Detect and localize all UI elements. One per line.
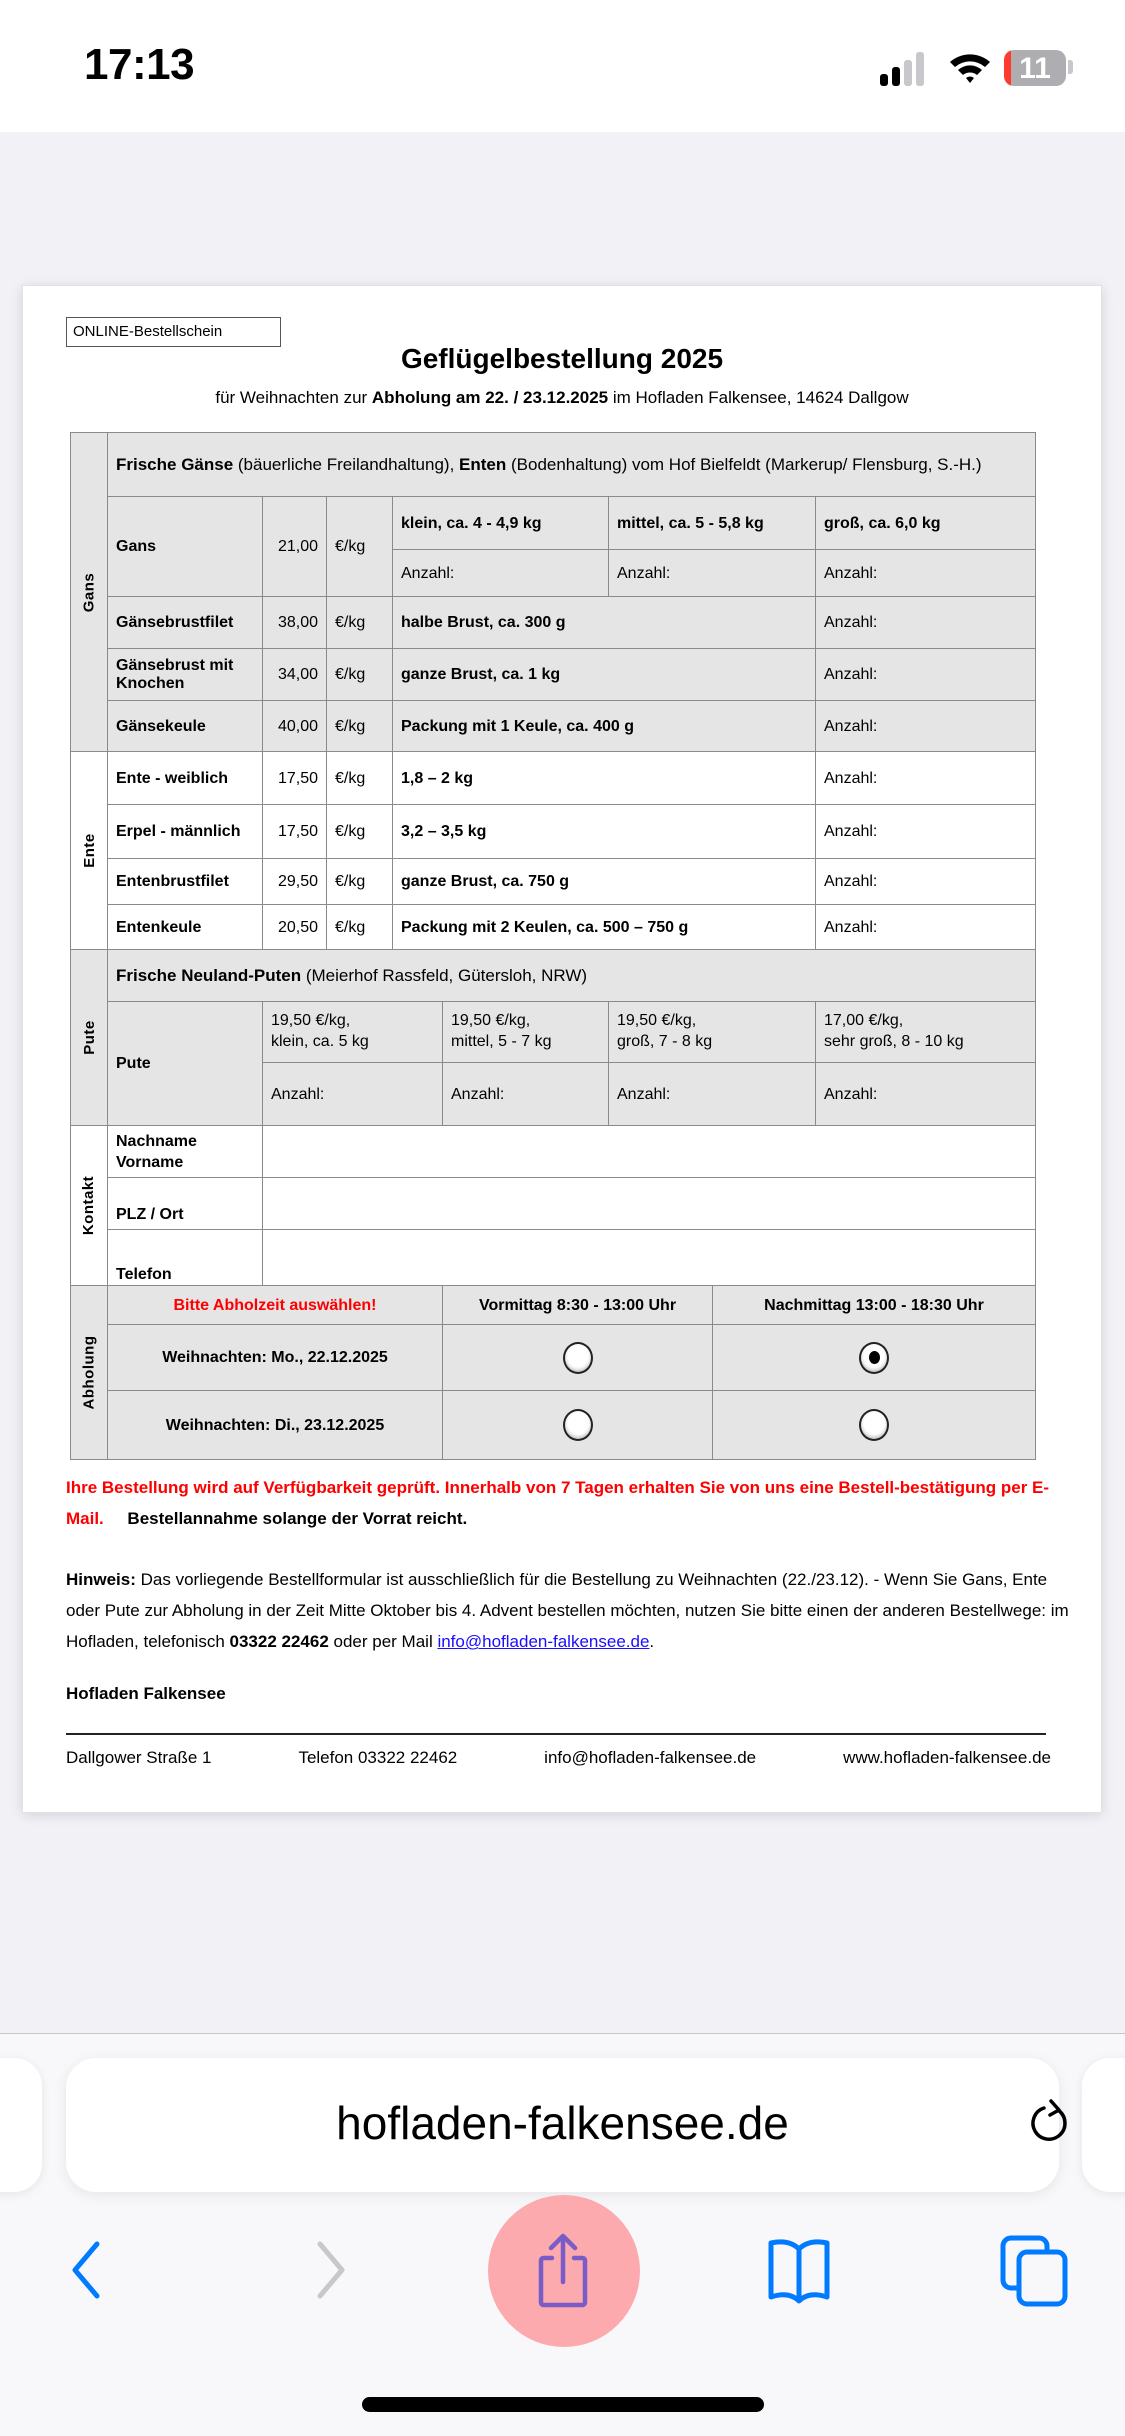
gans-size-small: klein, ca. 4 - 4,9 kg (392, 496, 609, 550)
address-bar[interactable] (66, 2058, 1059, 2192)
pdf-document (22, 285, 1102, 1813)
product-description: Packung mit 2 Keulen, ca. 500 – 750 g (392, 904, 816, 950)
product-unit: €/kg (326, 700, 393, 752)
quantity-field[interactable]: Anzahl: (815, 751, 1036, 805)
url-text: hofladen-falkensee.de (336, 2097, 789, 2149)
product-unit: €/kg (326, 648, 393, 701)
order-form-table (70, 432, 1036, 1460)
tabs-button[interactable] (980, 2210, 1090, 2330)
product-name: Gänsekeule (107, 700, 263, 752)
product-name: Ente - weiblich (107, 751, 263, 805)
pute-option-medium: 19,50 €/kg, mittel, 5 - 7 kg (442, 1001, 609, 1063)
battery-icon (1004, 50, 1066, 86)
pute-xlarge-quantity-field[interactable]: Anzahl: (815, 1062, 1036, 1126)
battery-level: 11 (1019, 52, 1051, 85)
product-price: 40,00 (262, 700, 327, 752)
share-button[interactable] (508, 2210, 618, 2330)
status-bar (0, 0, 1125, 132)
section-label-gans: Gans (70, 432, 108, 752)
radio-cell (442, 1324, 713, 1391)
goose-duck-header: Frische Gänse (bäuerliche Freilandhaltung), Enten (Bodenhaltung) vom Hof Bielfeldt (Markerup/ Flensburg, S.-H.) (107, 432, 1036, 497)
availability-notice: Ihre Bestellung wird auf Verfügbarkeit geprüft. Innerhalb von 7 Tagen erhalten Sie von uns eine Bestell-bestätigung per E-Mail. Bestellannahme solange der Vorrat reicht. (66, 1478, 1050, 1528)
reload-icon[interactable] (1024, 2098, 1078, 2152)
document-subtitle: für Weihnachten zur Abholung am 22. / 23.12.2025 im Hofladen Falkensee, 14624 Dallgow (215, 388, 909, 407)
gans-size-large: groß, ca. 6,0 kg (815, 496, 1036, 550)
hinweis-paragraph: Hinweis: Das vorliegende Bestellformular ist ausschließlich für die Bestellung zu Weihnachten (22./23.12). - Wenn Sie Gans, Ente oder Pute zur Abholung in der Zeit Mitte Oktober bis 4. Advent bestellen möchten, nutzen Sie bitte einen der anderen Bestellwege: im Hofladen, telefonisch 03322 22462 oder per Mail info@hofladen-falkensee.de. (66, 1570, 1069, 1651)
book-icon (759, 2235, 839, 2305)
radio-cell (712, 1390, 1036, 1460)
gans-large-quantity-field[interactable]: Anzahl: (815, 549, 1036, 597)
quantity-field[interactable]: Anzahl: (815, 596, 1036, 649)
radio-cell (442, 1390, 713, 1460)
online-order-label: ONLINE-Bestellschein (66, 317, 281, 347)
pickup-day-label: Weihnachten: Mo., 22.12.2025 (107, 1324, 443, 1391)
footer-email: info@hofladen-falkensee.de (544, 1748, 757, 1767)
quantity-field[interactable]: Anzahl: (815, 648, 1036, 701)
back-button[interactable] (32, 2210, 142, 2330)
afternoon-column-header: Nachmittag 13:00 - 18:30 Uhr (712, 1285, 1036, 1325)
quantity-field[interactable]: Anzahl: (815, 804, 1036, 859)
bookmarks-button[interactable] (744, 2210, 854, 2330)
product-description: ganze Brust, ca. 1 kg (392, 648, 816, 701)
chevron-left-icon (67, 2240, 107, 2300)
phone-label: Telefon (107, 1229, 263, 1286)
home-indicator (362, 2397, 764, 2412)
footer-address: Dallgower Straße 1 (66, 1748, 212, 1767)
section-label-abholung: Abholung (70, 1285, 108, 1460)
email-link[interactable]: info@hofladen-falkensee.de (437, 1632, 650, 1651)
section-label-pute: Pute (70, 949, 108, 1126)
product-price: 38,00 (262, 596, 327, 649)
gans-small-quantity-field[interactable]: Anzahl: (392, 549, 609, 597)
product-description: Packung mit 1 Keule, ca. 400 g (392, 700, 816, 752)
pute-option-large: 19,50 €/kg, groß, 7 - 8 kg (608, 1001, 816, 1063)
pickup-prompt: Bitte Abholzeit auswählen! (107, 1285, 443, 1325)
pute-option-xlarge: 17,00 €/kg, sehr groß, 8 - 10 kg (815, 1001, 1036, 1063)
radio-cell (712, 1324, 1036, 1391)
product-price: 17,50 (262, 804, 327, 859)
radio-mon-afternoon-selected[interactable] (859, 1342, 889, 1374)
product-name: Gänsebrustfilet (107, 596, 263, 649)
name-input[interactable] (262, 1125, 1036, 1178)
product-description: halbe Brust, ca. 300 g (392, 596, 816, 649)
document-footer (66, 1748, 1051, 1768)
radio-tue-afternoon[interactable] (859, 1409, 889, 1441)
gans-size-medium: mittel, ca. 5 - 5,8 kg (608, 496, 816, 550)
pute-small-quantity-field[interactable]: Anzahl: (262, 1062, 443, 1126)
quantity-field[interactable]: Anzahl: (815, 858, 1036, 905)
name-label: Nachname Vorname (107, 1125, 263, 1178)
status-time: 17:13 (84, 40, 195, 89)
product-description: 1,8 – 2 kg (392, 751, 816, 805)
battery-cap (1068, 60, 1073, 74)
previous-tab-peek[interactable] (0, 2058, 42, 2192)
next-tab-peek[interactable] (1082, 2058, 1125, 2192)
gans-medium-quantity-field[interactable]: Anzahl: (608, 549, 816, 597)
city-input[interactable] (262, 1177, 1036, 1230)
tabs-icon (997, 2232, 1073, 2308)
product-unit: €/kg (326, 858, 393, 905)
product-name: Entenbrustfilet (107, 858, 263, 905)
product-price: 21,00 (262, 496, 327, 597)
product-unit: €/kg (326, 804, 393, 859)
quantity-field[interactable]: Anzahl: (815, 700, 1036, 752)
city-label: PLZ / Ort (107, 1177, 263, 1230)
quantity-field[interactable]: Anzahl: (815, 904, 1036, 950)
share-icon (528, 2230, 598, 2310)
product-description: ganze Brust, ca. 750 g (392, 858, 816, 905)
section-label-ente: Ente (70, 751, 108, 950)
radio-tue-morning[interactable] (563, 1409, 593, 1441)
document-title: Geflügelbestellung 2025 (400, 343, 724, 374)
pute-medium-quantity-field[interactable]: Anzahl: (442, 1062, 609, 1126)
product-unit: €/kg (326, 904, 393, 950)
pickup-day-label: Weihnachten: Di., 23.12.2025 (107, 1390, 443, 1460)
product-unit: €/kg (326, 596, 393, 649)
product-name: Gänsebrust mit Knochen (107, 648, 263, 701)
forward-button[interactable] (275, 2210, 385, 2330)
product-name: Pute (107, 1001, 263, 1126)
radio-mon-morning[interactable] (563, 1342, 593, 1374)
pute-option-small: 19,50 €/kg, klein, ca. 5 kg (262, 1001, 443, 1063)
product-price: 17,50 (262, 751, 327, 805)
shop-signature: Hofladen Falkensee (66, 1684, 226, 1703)
wifi-icon (948, 48, 992, 88)
turkey-header: Frische Neuland-Puten (Meierhof Rassfeld, Gütersloh, NRW) (107, 949, 1036, 1002)
product-price: 29,50 (262, 858, 327, 905)
pute-large-quantity-field[interactable]: Anzahl: (608, 1062, 816, 1126)
product-price: 20,50 (262, 904, 327, 950)
morning-column-header: Vormittag 8:30 - 13:00 Uhr (442, 1285, 713, 1325)
phone-input[interactable] (262, 1229, 1036, 1286)
product-name: Gans (107, 496, 263, 597)
product-name: Erpel - männlich (107, 804, 263, 859)
footer-divider (66, 1733, 1046, 1735)
section-label-kontakt: Kontakt (70, 1125, 108, 1286)
product-price: 34,00 (262, 648, 327, 701)
footer-phone: Telefon 03322 22462 (298, 1748, 458, 1767)
product-description: 3,2 – 3,5 kg (392, 804, 816, 859)
product-unit: €/kg (326, 751, 393, 805)
footer-website: www.hofladen-falkensee.de (843, 1748, 1051, 1767)
chevron-right-icon (310, 2240, 350, 2300)
cellular-signal-icon (880, 52, 930, 86)
product-name: Entenkeule (107, 904, 263, 950)
product-unit: €/kg (326, 496, 393, 597)
radio-selected-dot (869, 1351, 880, 1364)
